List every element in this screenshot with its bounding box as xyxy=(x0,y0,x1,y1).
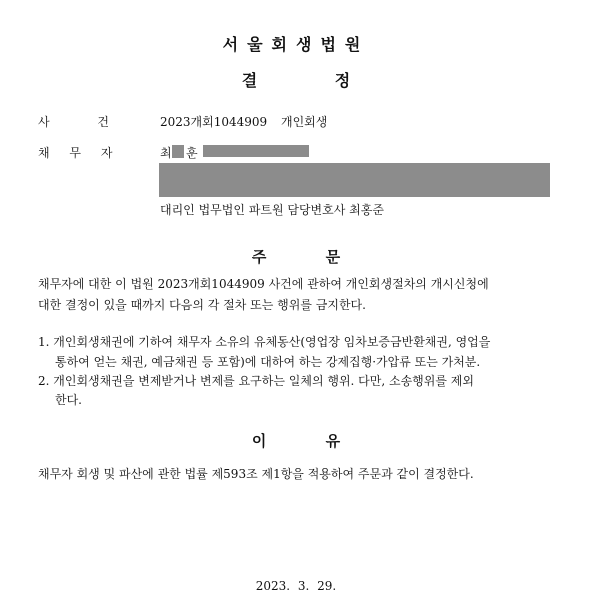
case-label: 사 건 xyxy=(38,115,109,129)
reason-heading: 이 유 xyxy=(251,432,341,450)
order-item2-line2: 한다. xyxy=(55,393,82,407)
order-heading: 주 문 xyxy=(251,248,341,266)
reason-text: 채무자 회생 및 파산에 관한 법률 제593조 제1항을 적용하여 주문과 같이 결정한다. xyxy=(38,467,474,481)
id-redaction xyxy=(203,145,309,157)
order-intro-line2: 대한 결정이 있을 때까지 다음의 각 절차 또는 행위를 금지한다. xyxy=(38,298,366,312)
order-item1-line1: 1. 개인회생채권에 기하여 채무자 소유의 유체동산(영업장 임차보증금반환채권, 영업을 xyxy=(38,335,491,349)
name-redaction xyxy=(172,145,184,158)
order-intro-line1: 채무자에 대한 이 법원 2023개회1044909 사건에 관하여 개인회생절차의 개시신청에 xyxy=(38,277,489,291)
debtor-name-last: 훈 xyxy=(186,146,198,160)
order-item1-line2: 통하여 얻는 채권, 예금채권 등 포함)에 대하여 하는 강제집행·가압류 또는 가처분. xyxy=(55,355,481,369)
decision-date: 2023. 3. 29. xyxy=(255,579,337,593)
debtor-name-first: 최 xyxy=(160,146,172,160)
court-name: 서울회생법원 xyxy=(222,35,370,54)
debtor-label: 채 무 자 xyxy=(38,146,113,160)
address-redaction xyxy=(159,163,550,197)
order-item2-line1: 2. 개인회생채권을 변제받거나 변제를 요구하는 일체의 행위. 다만, 소송행위를 제외 xyxy=(38,374,474,388)
document-title: 결 정 xyxy=(241,71,351,90)
debtor-representative: 대리인 법무법인 파트원 담당변호사 최홍준 xyxy=(160,203,384,217)
case-number: 2023개회1044909 개인회생 xyxy=(160,115,328,129)
